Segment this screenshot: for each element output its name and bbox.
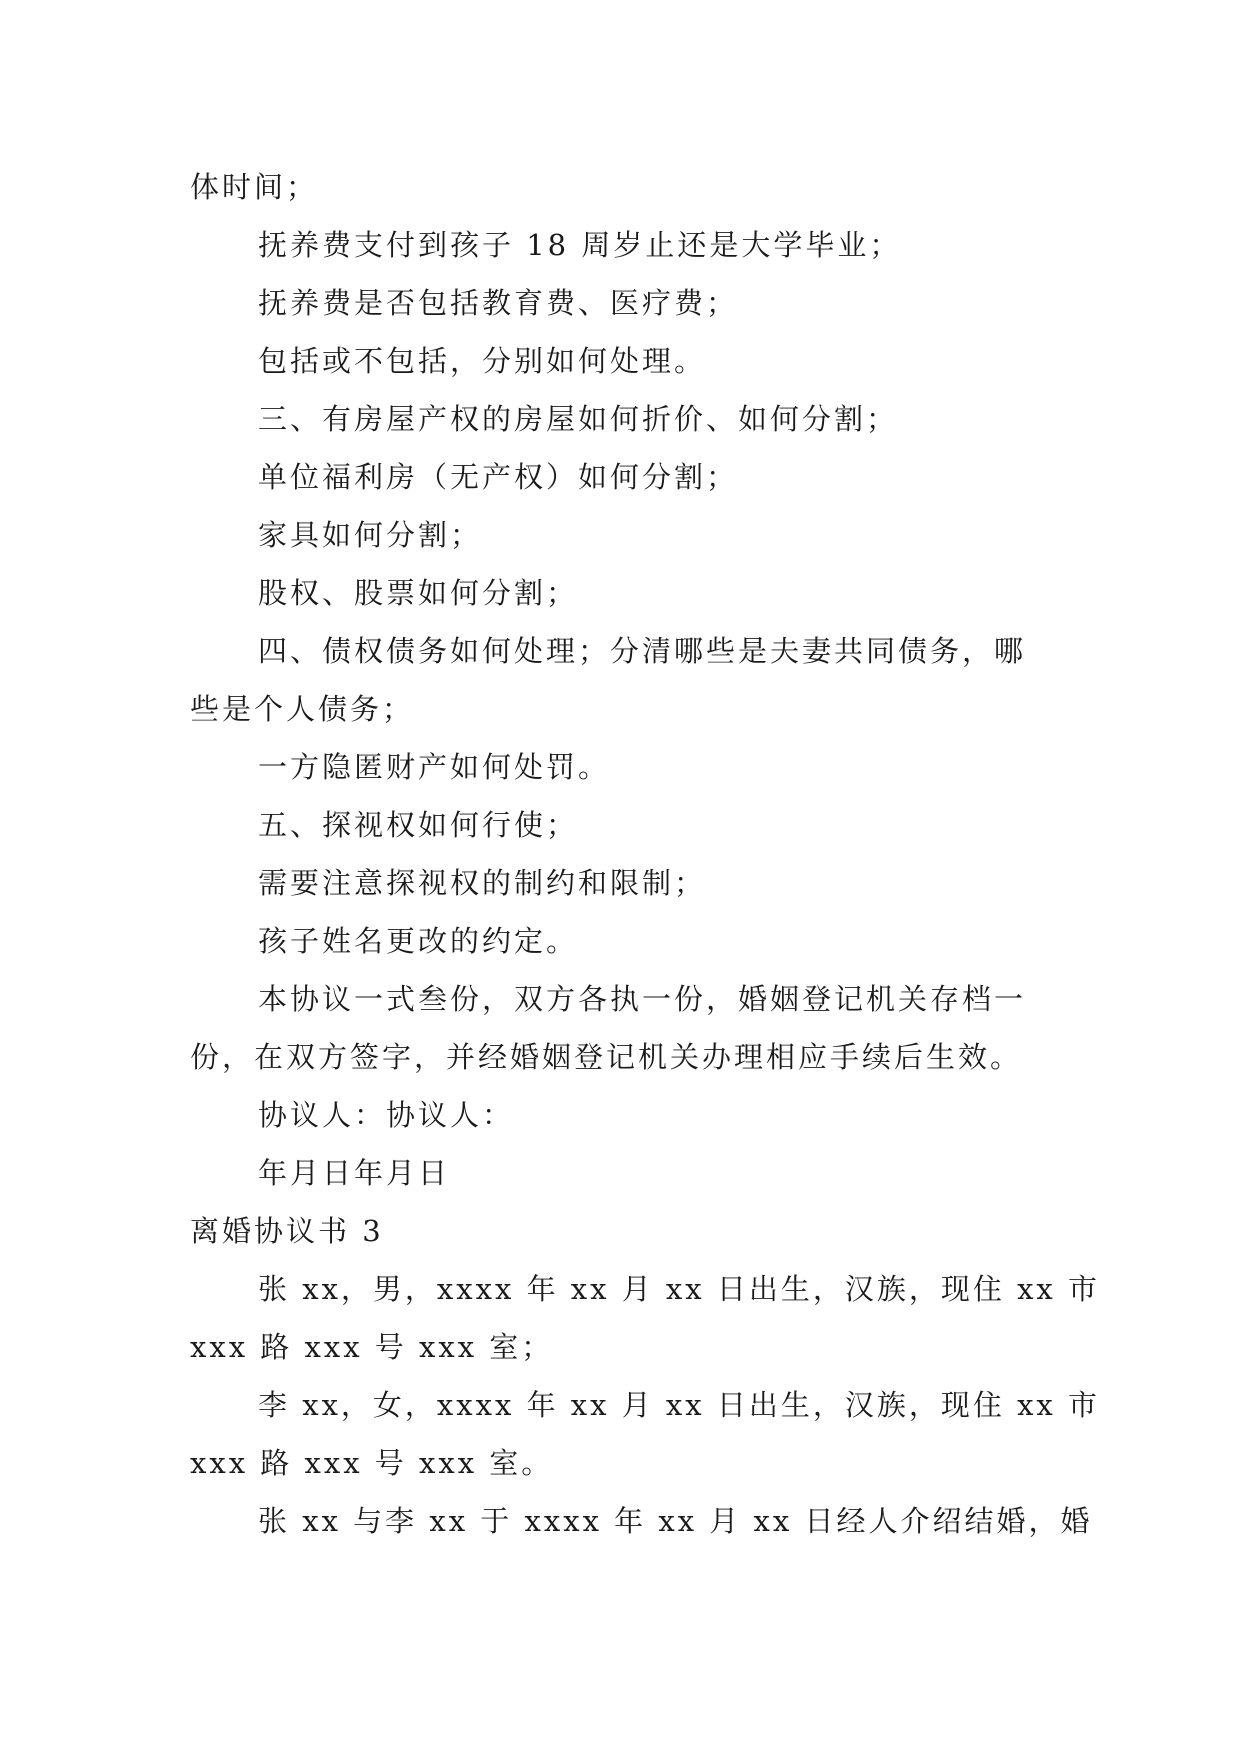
- text-line: 张 xx 与李 xx 于 xxxx 年 xx 月 xx 日经人介绍结婚，婚: [258, 1504, 1093, 1538]
- text-line: 家具如何分割；: [258, 518, 483, 552]
- text-line: 一方隐匿财产如何处罚。: [258, 750, 611, 784]
- text-line: 包括或不包括，分别如何处理。: [258, 344, 707, 378]
- document-title: 离婚协议书 3: [190, 1214, 384, 1248]
- text-line: 份，在双方签字，并经婚姻登记机关办理相应手续后生效。: [190, 1040, 1023, 1074]
- text-line: 些是个人债务；: [190, 692, 415, 726]
- text-line: 孩子姓名更改的约定。: [258, 924, 579, 958]
- party-info-line: xxx 路 xxx 号 xxx 室。: [190, 1446, 554, 1480]
- text-line: 本协议一式叁份，双方各执一份，婚姻登记机关存档一: [258, 982, 1027, 1016]
- party-info-line: 李 xx，女，xxxx 年 xx 月 xx 日出生，汉族，现住 xx 市: [258, 1388, 1101, 1422]
- document-body: [190, 158, 1101, 1550]
- text-line: 需要注意探视权的制约和限制；: [258, 866, 707, 900]
- section-heading-line: 三、有房屋产权的房屋如何折价、如何分割；: [258, 402, 899, 436]
- party-info-line: xxx 路 xxx 号 xxx 室；: [190, 1330, 554, 1364]
- section-heading-line: 四、债权债务如何处理；分清哪些是夫妻共同债务，哪: [258, 634, 1027, 668]
- date-line: 年月日年月日: [258, 1156, 451, 1190]
- section-heading-line: 五、探视权如何行使；: [258, 808, 579, 842]
- text-line: 股权、股票如何分割；: [258, 576, 579, 610]
- text-line: 单位福利房（无产权）如何分割；: [258, 460, 739, 494]
- text-line: 体时间；: [190, 170, 319, 204]
- text-line: 抚养费支付到孩子 18 周岁止还是大学毕业；: [258, 228, 902, 262]
- signature-line: 协议人：协议人：: [258, 1098, 515, 1132]
- party-info-line: 张 xx，男，xxxx 年 xx 月 xx 日出生，汉族，现住 xx 市: [258, 1272, 1101, 1306]
- text-line: 抚养费是否包括教育费、医疗费；: [258, 286, 739, 320]
